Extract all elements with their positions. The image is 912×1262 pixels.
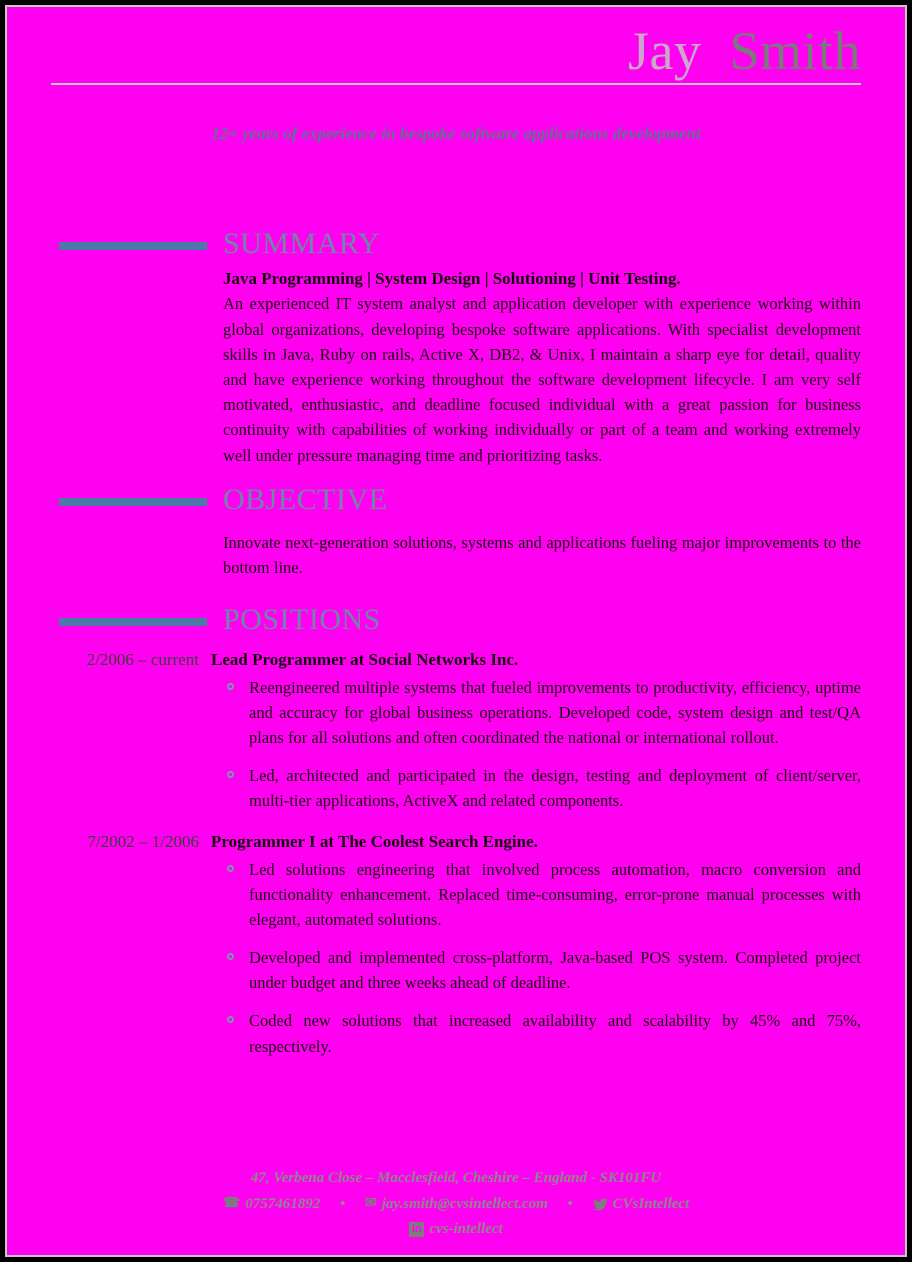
- candidate-first-name: Jay: [627, 21, 702, 81]
- job-bullet: [223, 857, 861, 932]
- footer-linkedin[interactable]: [409, 1217, 502, 1243]
- job-bullet-text: Coded new solutions that increased availability and scalability by 45% and 75%, respectively.: [249, 1011, 861, 1056]
- positions-accent-rule: [59, 618, 207, 626]
- linkedin-icon: in: [409, 1222, 424, 1237]
- job-dates: 2/2006 – current: [86, 650, 199, 670]
- job-entry: [51, 648, 861, 813]
- job-bullet-text: Developed and implemented cross-platform, Java-based POS system. Completed project under budget and three weeks ahead of deadline.: [249, 948, 861, 993]
- bullet-dot-icon: [227, 1016, 234, 1023]
- bullet-dot-icon: [227, 771, 234, 778]
- footer-email-text: jay.smith@cvsintellect.com: [381, 1195, 548, 1212]
- job-bullet-text: Led solutions engineering that involved process automation, macro conversion and functionality enhancement. Replaced time-consuming, error-prone manual processes with elegant, automated solutions.: [249, 860, 861, 930]
- footer-linkedin-text: cvs-intellect: [429, 1221, 503, 1238]
- summary-headline: Java Programming | System Design | Solutioning | Unit Testing.: [223, 268, 681, 288]
- job-bullet-list: [223, 857, 861, 1059]
- footer-twitter-text: CVsIntellect: [612, 1195, 690, 1212]
- footer-twitter[interactable]: [593, 1192, 690, 1218]
- summary-paragraph: An experienced IT system analyst and application developer with experience working within global organizations, developing bespoke software applications. With specialist development skills in Java, Ruby on rails, Active X, DB2, & Unix, I maintain a sharp eye for detail, quality and have experience working throughout the software development lifecycle. I am very self motivated, enthusiastic, and deadline focused individual with a great passion for business continuity with capabilities of working individually or part of a team and working extremely well under pressure managing time and prioritizing tasks.: [223, 294, 861, 465]
- job-bullet-text: Reengineered multiple systems that fueled improvements to productivity, efficiency, uptime and accuracy for global business operations. Developed code, system design and test/QA plans for all solutions and often coordinated the national or international rollout.: [249, 678, 861, 748]
- candidate-name: [51, 21, 861, 81]
- objective-paragraph: Innovate next-generation solutions, systems and applications fueling major improvements to the bottom line.: [223, 532, 861, 578]
- job-bullet-list: [223, 675, 861, 813]
- job-dates: 7/2002 – 1/2006: [87, 832, 199, 852]
- job-header-row: [51, 830, 861, 855]
- summary-section-title: SUMMARY: [223, 226, 380, 260]
- bullet-dot-icon: [227, 865, 234, 872]
- section-summary: [51, 226, 861, 468]
- job-bullet: [223, 763, 861, 813]
- footer-phone-text: 0757461892: [245, 1195, 321, 1212]
- job-bullet: [223, 945, 861, 995]
- job-header-row: [51, 648, 861, 673]
- resume-content: [7, 7, 905, 1255]
- footer-phone[interactable]: [223, 1192, 320, 1218]
- job-bullet: [223, 1008, 861, 1058]
- footer-linkedin-line: [7, 1217, 905, 1243]
- bullet-dot-icon: [227, 683, 234, 690]
- footer-contact-line: [7, 1192, 905, 1218]
- positions-section-title: POSITIONS: [223, 603, 381, 637]
- footer-email[interactable]: [365, 1192, 548, 1218]
- objective-section-head: [51, 482, 861, 522]
- twitter-bird-icon: [593, 1198, 608, 1211]
- footer-separator: •: [339, 1195, 346, 1212]
- candidate-last-name: Smith: [729, 21, 861, 81]
- footer-separator: •: [567, 1195, 573, 1212]
- job-entry: [51, 830, 861, 1058]
- positions-section-head: [51, 602, 861, 642]
- section-objective: [51, 482, 861, 580]
- objective-section-title: OBJECTIVE: [223, 482, 388, 516]
- resume-footer: [7, 1166, 905, 1243]
- candidate-tagline: 12+ years of experience in bespoke software applications development: [211, 124, 701, 144]
- envelope-icon: ✉: [364, 1196, 377, 1212]
- bullet-dot-icon: [227, 953, 234, 960]
- header-divider: [51, 83, 861, 85]
- resume-page: [5, 5, 907, 1257]
- job-title: Lead Programmer at Social Networks Inc.: [211, 650, 519, 670]
- summary-section-head: [51, 226, 861, 266]
- telephone-icon: ☎: [222, 1196, 241, 1212]
- job-bullet-text: Led, architected and participated in the design, testing and deployment of client/server, multi-tier applications, ActiveX and related components.: [249, 766, 861, 811]
- objective-body-column: [223, 530, 861, 580]
- summary-accent-rule: [59, 242, 207, 250]
- resume-header: [51, 7, 861, 148]
- job-bullet: [223, 675, 861, 750]
- section-positions: [51, 602, 861, 1058]
- job-title: Programmer I at The Coolest Search Engine.: [211, 832, 538, 852]
- objective-accent-rule: [59, 498, 207, 506]
- summary-body-column: [223, 266, 861, 468]
- footer-address: 47, Verbena Close – Macclesfield, Cheshire – England - SK101FU: [250, 1170, 662, 1187]
